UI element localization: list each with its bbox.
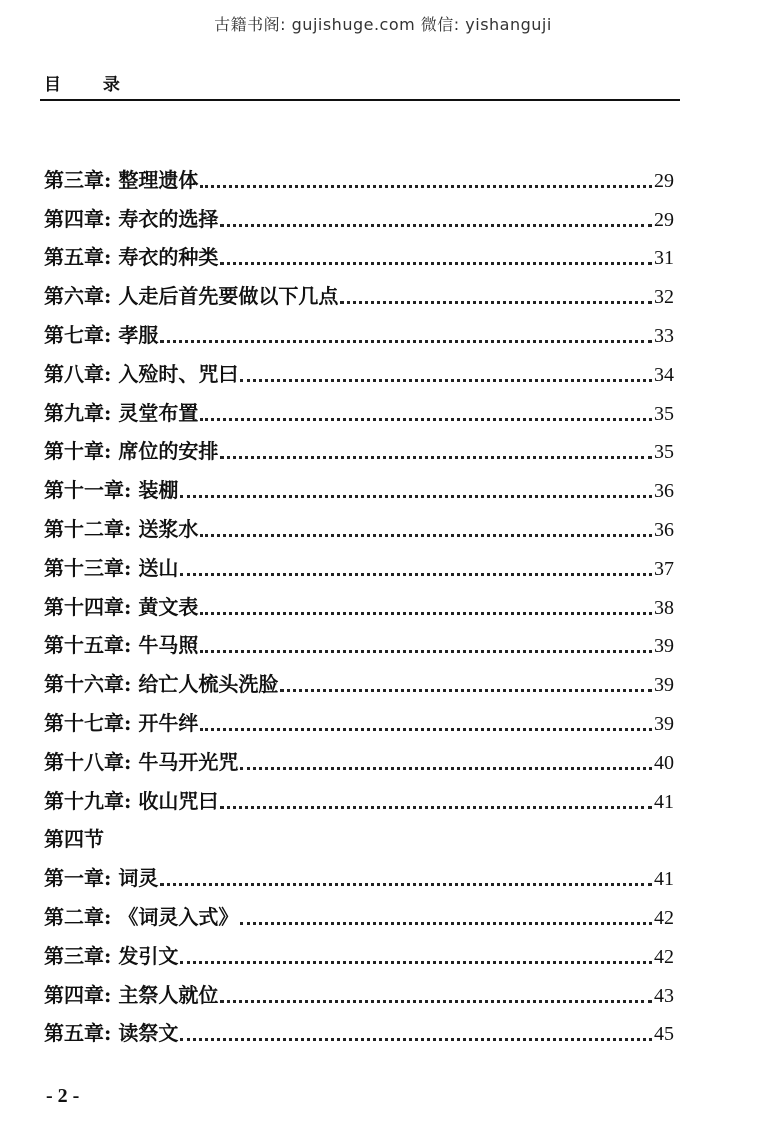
dot-leader	[200, 418, 652, 421]
toc-entry-label: 第六章: 人走后首先要做以下几点	[44, 284, 339, 309]
toc-entry-label: 第十九章: 收山咒曰	[44, 788, 219, 813]
toc-entry[interactable]	[44, 313, 674, 352]
toc-entry-page: 42	[654, 906, 674, 929]
toc-entry[interactable]	[44, 197, 674, 236]
dot-leader	[220, 456, 652, 459]
dot-leader	[160, 883, 652, 886]
toc-entry-page: 45	[654, 1023, 674, 1046]
toc-entry-page: 31	[654, 247, 674, 270]
toc-entry-label: 第十一章: 装棚	[44, 478, 179, 503]
toc-section-label: 第四节	[44, 827, 104, 852]
toc-entry-page: 41	[654, 790, 674, 813]
dot-leader	[240, 379, 652, 382]
toc-entry-page: 36	[654, 518, 674, 541]
toc-entry[interactable]	[44, 468, 674, 507]
running-header: 目 录	[44, 75, 138, 95]
toc-entry-page: 39	[654, 712, 674, 735]
toc-section-heading	[44, 818, 674, 857]
toc-entry[interactable]	[44, 779, 674, 818]
toc-entry[interactable]	[44, 158, 674, 197]
toc-entry[interactable]	[44, 934, 674, 973]
toc-entry[interactable]	[44, 624, 674, 663]
toc-entry[interactable]	[44, 585, 674, 624]
toc-entry-label: 第十四章: 黄文表	[44, 594, 199, 619]
toc-entry-label: 第五章: 读祭文	[44, 1021, 179, 1046]
dot-leader	[220, 806, 652, 809]
toc-entry-page: 41	[654, 868, 674, 891]
toc-entry-page: 38	[654, 596, 674, 619]
table-of-contents	[44, 158, 674, 1050]
toc-entry-label: 第三章: 整理遗体	[44, 167, 199, 192]
toc-entry-label: 第一章: 词灵	[44, 866, 159, 891]
toc-entry-page: 39	[654, 635, 674, 658]
toc-entry[interactable]	[44, 895, 674, 934]
toc-entry-page: 34	[654, 363, 674, 386]
toc-entry[interactable]	[44, 236, 674, 275]
toc-entry[interactable]	[44, 546, 674, 585]
toc-entry-label: 第十六章: 给亡人梳头洗脸	[44, 672, 279, 697]
toc-entry[interactable]	[44, 430, 674, 469]
dot-leader	[220, 262, 652, 265]
toc-entry[interactable]	[44, 507, 674, 546]
toc-entry-label: 第九章: 灵堂布置	[44, 400, 199, 425]
dot-leader	[220, 1000, 652, 1003]
toc-entry-label: 第八章: 入殓时、咒曰	[44, 361, 239, 386]
toc-entry-page: 35	[654, 441, 674, 464]
toc-entry-label: 第十八章: 牛马开光咒	[44, 749, 239, 774]
toc-entry[interactable]	[44, 662, 674, 701]
watermark-text: 古籍书阁: gujishuge.com 微信: yishanguji	[214, 15, 552, 34]
toc-entry-page: 36	[654, 480, 674, 503]
toc-entry[interactable]	[44, 701, 674, 740]
toc-entry-page: 35	[654, 402, 674, 425]
toc-entry[interactable]	[44, 352, 674, 391]
dot-leader	[240, 767, 652, 770]
toc-entry-label: 第十七章: 开牛绊	[44, 710, 199, 735]
toc-entry-page: 32	[654, 286, 674, 309]
header-rule	[40, 99, 680, 101]
dot-leader	[160, 340, 652, 343]
toc-entry-page: 42	[654, 945, 674, 968]
toc-entry-label: 第七章: 孝服	[44, 322, 159, 347]
dot-leader	[200, 185, 652, 188]
toc-entry[interactable]	[44, 274, 674, 313]
toc-entry[interactable]	[44, 740, 674, 779]
toc-entry-page: 33	[654, 324, 674, 347]
toc-entry-label: 第四章: 寿衣的选择	[44, 206, 219, 231]
toc-entry-page: 29	[654, 169, 674, 192]
dot-leader	[180, 961, 652, 964]
dot-leader	[200, 534, 652, 537]
dot-leader	[200, 612, 652, 615]
toc-entry-page: 37	[654, 557, 674, 580]
dot-leader	[220, 224, 652, 227]
toc-entry-label: 第十三章: 送山	[44, 555, 179, 580]
toc-entry-page: 40	[654, 751, 674, 774]
dot-leader	[280, 689, 652, 692]
toc-entry-label: 第十章: 席位的安排	[44, 439, 219, 464]
dot-leader	[340, 301, 652, 304]
toc-entry[interactable]	[44, 973, 674, 1012]
toc-entry-label: 第二章: 《词灵入式》	[44, 904, 239, 929]
toc-entry[interactable]	[44, 1012, 674, 1051]
toc-entry[interactable]	[44, 391, 674, 430]
dot-leader	[180, 495, 652, 498]
dot-leader	[200, 728, 652, 731]
toc-entry-label: 第十二章: 送浆水	[44, 516, 199, 541]
toc-entry-page: 43	[654, 984, 674, 1007]
page-number: - 2 -	[46, 1085, 80, 1107]
dot-leader	[180, 573, 652, 576]
toc-entry-label: 第三章: 发引文	[44, 943, 179, 968]
toc-entry-label: 第五章: 寿衣的种类	[44, 245, 219, 270]
dot-leader	[240, 922, 652, 925]
toc-entry-label: 第四章: 主祭人就位	[44, 982, 219, 1007]
toc-entry[interactable]	[44, 856, 674, 895]
toc-entry-page: 39	[654, 674, 674, 697]
dot-leader	[200, 650, 652, 653]
dot-leader	[180, 1038, 652, 1041]
toc-entry-label: 第十五章: 牛马照	[44, 633, 199, 658]
toc-entry-page: 29	[654, 208, 674, 231]
